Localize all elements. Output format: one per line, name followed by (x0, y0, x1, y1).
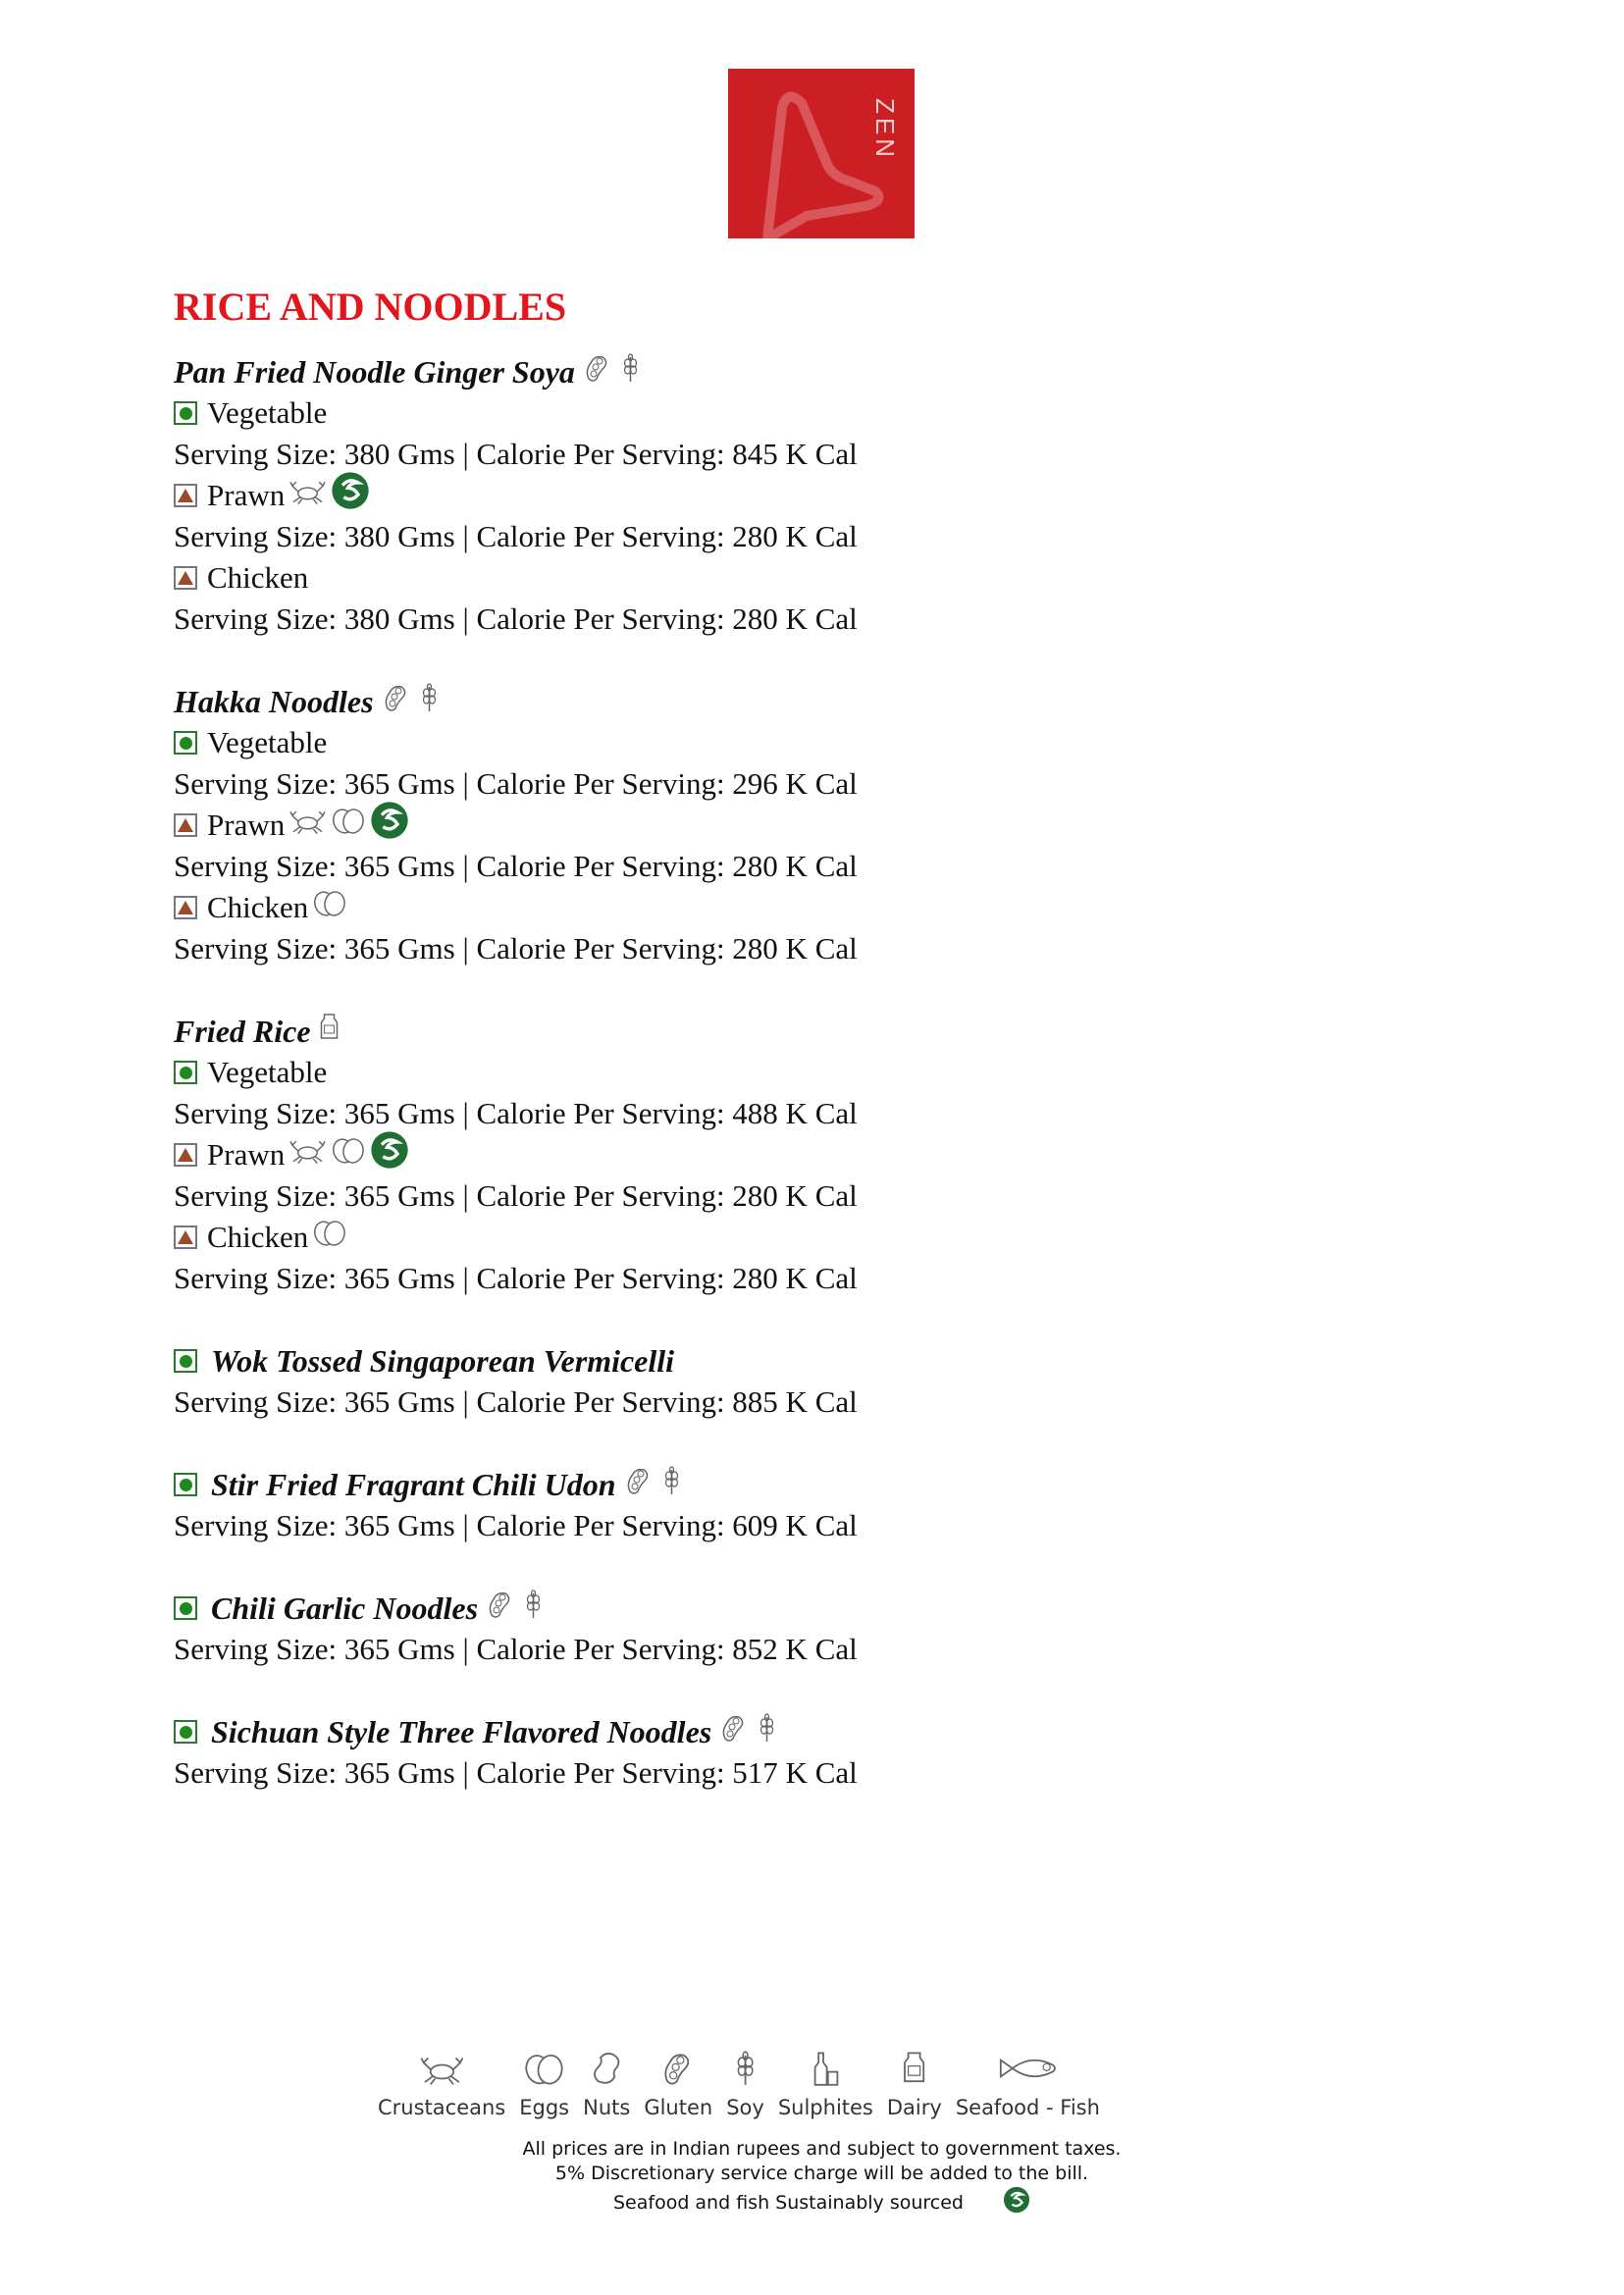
item-name: Fried Rice (174, 1014, 311, 1049)
eggs-icon (331, 1134, 366, 1175)
variant-row (174, 805, 1057, 846)
nonveg-marker-icon (174, 1226, 197, 1249)
item-name-row (174, 1588, 1057, 1629)
variant-label: Chicken (207, 890, 309, 924)
allergen-legend (378, 2051, 1114, 2119)
footer (0, 2137, 1624, 2220)
soy-icon (624, 1464, 654, 1505)
soy-icon (382, 681, 411, 722)
fish-icon (996, 2051, 1060, 2090)
crustaceans-icon (288, 805, 327, 846)
variant-label: Prawn (207, 478, 286, 512)
legend-label: Dairy (886, 2096, 942, 2119)
serving-info: Serving Size: 365 Gms | Calorie Per Serving: 852 K Cal (174, 1632, 858, 1666)
dairy-icon (902, 2051, 926, 2090)
veg-marker-icon (174, 731, 197, 755)
legend-item (887, 2051, 942, 2119)
veg-marker-icon (174, 1473, 197, 1496)
zen-logo (728, 69, 915, 238)
menu-item (174, 1588, 1057, 1670)
variant-row (174, 392, 1057, 434)
legend-item (519, 2051, 569, 2119)
eggs-icon (312, 1217, 347, 1258)
section-title: RICE AND NOODLES (174, 285, 567, 329)
serving-info: Serving Size: 365 Gms | Calorie Per Serving: 296 K Cal (174, 766, 858, 801)
logo-text: ZEN (870, 98, 900, 161)
sulphites-icon (812, 2051, 840, 2090)
menu-item (174, 681, 1057, 969)
variant-label: Vegetable (207, 1055, 328, 1089)
item-name: Chili Garlic Noodles (211, 1591, 479, 1626)
variant-label: Vegetable (207, 725, 328, 759)
veg-marker-icon (174, 401, 197, 425)
menu-item (174, 1464, 1057, 1546)
variant-label: Chicken (207, 1220, 309, 1254)
dairy-icon (319, 1011, 340, 1052)
serving-info: Serving Size: 365 Gms | Calorie Per Serving: 280 K Cal (174, 931, 858, 965)
variant-label: Prawn (207, 1137, 286, 1172)
serving-info: Serving Size: 365 Gms | Calorie Per Serving: 488 K Cal (174, 1096, 858, 1130)
veg-marker-icon (174, 1349, 197, 1373)
nonveg-marker-icon (174, 813, 197, 837)
soy-icon (583, 351, 612, 392)
item-name: Sichuan Style Three Flavored Noodles (211, 1714, 712, 1749)
variant-row (174, 722, 1057, 763)
variant-row (174, 1217, 1057, 1258)
nonveg-marker-icon (174, 896, 197, 919)
item-name: Pan Fried Noodle Ginger Soya (174, 354, 575, 390)
eggs-icon (331, 805, 366, 846)
veg-marker-icon (174, 1061, 197, 1084)
legend-label: Eggs (519, 2096, 570, 2119)
gluten-icon (757, 1711, 777, 1752)
legend-label: Soy (726, 2096, 764, 2119)
legend-label: Gluten (644, 2096, 713, 2119)
serving-info: Serving Size: 380 Gms | Calorie Per Serving: 280 K Cal (174, 519, 858, 553)
crustaceans-icon (288, 475, 327, 516)
sustainable-fish-icon (331, 471, 370, 521)
menu-items (174, 351, 1057, 1794)
item-name-row (174, 1711, 1057, 1752)
legend-label: Nuts (583, 2096, 631, 2119)
item-name: Stir Fried Fragrant Chili Udon (211, 1467, 616, 1502)
variant-row (174, 1134, 1057, 1175)
crustaceans-icon (288, 1134, 327, 1175)
nonveg-marker-icon (174, 1143, 197, 1167)
serving-info: Serving Size: 365 Gms | Calorie Per Serving: 280 K Cal (174, 1261, 858, 1295)
soy-icon (719, 1711, 749, 1752)
crustaceans-icon (419, 2051, 465, 2090)
serving-info: Serving Size: 365 Gms | Calorie Per Serving: 609 K Cal (174, 1508, 858, 1542)
gluten-icon (523, 1588, 544, 1629)
legend-item (778, 2051, 873, 2119)
variant-label: Chicken (207, 560, 309, 595)
soy-icon (660, 2051, 696, 2090)
legend-item (726, 2051, 764, 2119)
variant-row (174, 1052, 1057, 1093)
menu-item (174, 1011, 1057, 1299)
legend-item (378, 2051, 505, 2119)
sustainable-fish-icon (1003, 2186, 1030, 2220)
legend-item (583, 2051, 630, 2119)
gluten-icon (620, 351, 641, 392)
legend-label: Seafood - Fish (955, 2096, 1100, 2119)
legend-label: Sulphites (777, 2096, 873, 2119)
variant-row (174, 475, 1057, 516)
nonveg-marker-icon (174, 566, 197, 590)
item-name-row (174, 1464, 1057, 1505)
footer-sustainable-note: Seafood and fish Sustainably sourced (612, 2192, 964, 2214)
eggs-icon (312, 887, 347, 928)
sustainable-fish-icon (370, 801, 409, 851)
serving-info: Serving Size: 365 Gms | Calorie Per Serving: 517 K Cal (174, 1755, 858, 1790)
serving-info: Serving Size: 365 Gms | Calorie Per Serving: 885 K Cal (174, 1384, 858, 1419)
menu-item (174, 1711, 1057, 1794)
menu-item (174, 1340, 1057, 1423)
sustainable-fish-icon (370, 1130, 409, 1180)
item-name: Hakka Noodles (174, 684, 374, 719)
serving-info: Serving Size: 365 Gms | Calorie Per Serving: 280 K Cal (174, 849, 858, 883)
gluten-icon (733, 2051, 758, 2090)
legend-item (956, 2051, 1100, 2119)
gluten-icon (419, 681, 440, 722)
serving-info: Serving Size: 380 Gms | Calorie Per Serving: 845 K Cal (174, 437, 858, 471)
menu-item (174, 351, 1057, 640)
item-name-row (174, 681, 1057, 722)
nonveg-marker-icon (174, 484, 197, 507)
variant-row (174, 557, 1057, 599)
variant-label: Prawn (207, 808, 286, 842)
item-name-row (174, 1340, 1057, 1382)
serving-info: Serving Size: 365 Gms | Calorie Per Serving: 280 K Cal (174, 1178, 858, 1213)
item-name-row (174, 351, 1057, 392)
sustainable-icon (1003, 2186, 1030, 2220)
item-name-row (174, 1011, 1057, 1052)
gluten-icon (661, 1464, 682, 1505)
menu-content (174, 283, 1057, 1835)
footer-service-charge-note: 5% Discretionary service charge will be added to the bill. (554, 2163, 1089, 2184)
item-name: Wok Tossed Singaporean Vermicelli (211, 1343, 675, 1379)
veg-marker-icon (174, 1596, 197, 1620)
variant-label: Vegetable (207, 395, 328, 430)
eggs-icon (523, 2051, 565, 2090)
veg-marker-icon (174, 1720, 197, 1744)
soy-icon (486, 1588, 515, 1629)
legend-item (644, 2051, 712, 2119)
legend-label: Crustaceans (378, 2096, 506, 2119)
serving-info: Serving Size: 380 Gms | Calorie Per Serving: 280 K Cal (174, 601, 858, 636)
variant-row (174, 887, 1057, 928)
nuts-icon (589, 2051, 624, 2090)
footer-prices-note: All prices are in Indian rupees and subject to government taxes. (522, 2138, 1122, 2160)
